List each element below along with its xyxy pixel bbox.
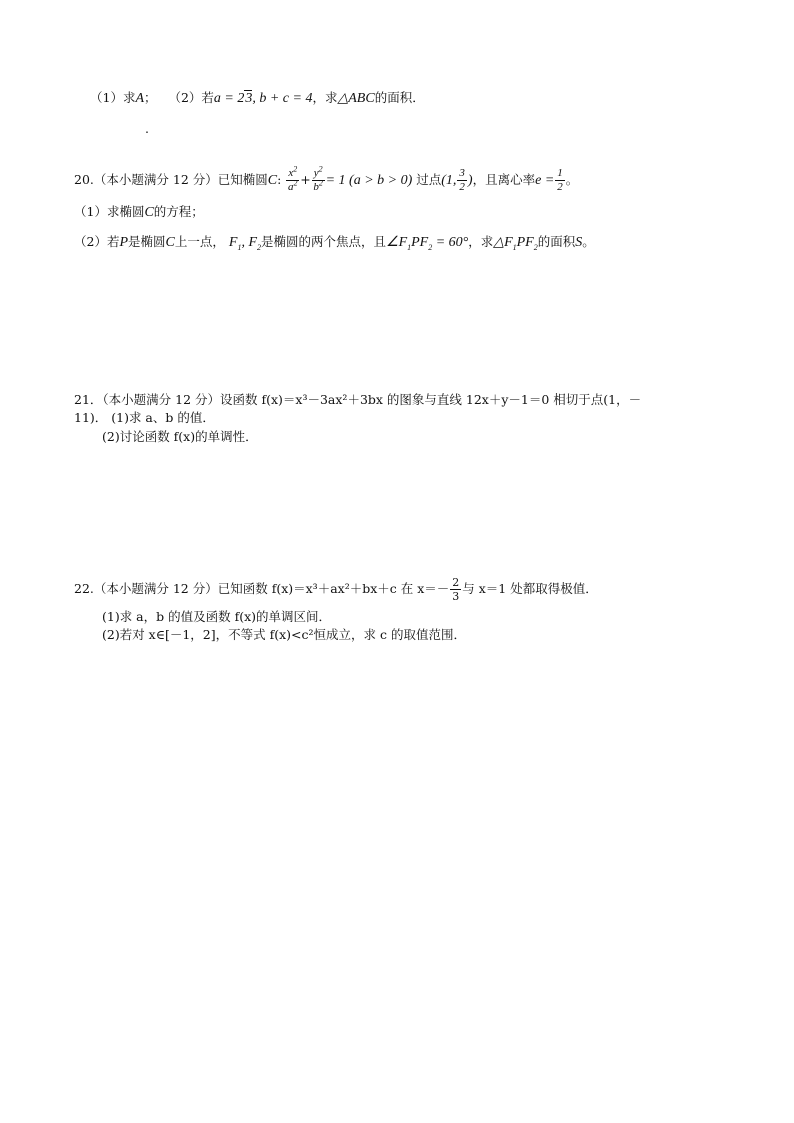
q20-meta: （本小题满分 12 分） (93, 172, 218, 187)
q20-angle: $\angle F_1PF_2 = 60^\circ$ (386, 235, 469, 252)
q21-line2: 11)． (1)求 a、b 的值． (74, 410, 215, 425)
q20-stem (74, 163, 578, 198)
q22-fraction: $\frac{2}{3}$ (452, 576, 460, 603)
q20-part2-g: 。 (582, 234, 595, 249)
q20-fraction-y: $\frac{y^2}{b^2}$ (313, 164, 323, 193)
q20-part2-lead: （2）若 (74, 234, 120, 249)
q20-number: 20. (74, 172, 94, 187)
q20-point-open: (1, (441, 173, 457, 188)
q19-condition: a = 23, b + c = 4 (213, 91, 313, 106)
q20-foci: $F_1$, $F_2$ (228, 235, 261, 252)
q20-S: S (575, 235, 583, 250)
q22-tail: 与 x＝1 处都取得极值． (462, 581, 598, 596)
q19-triangle: △ABC (337, 91, 375, 106)
q20-part2-d: 是椭圆的两个焦点，且 (261, 234, 387, 249)
q20-e-fraction: $\frac{1}{2}$ (557, 167, 563, 193)
q20-part2-b: 是椭圆 (128, 234, 166, 249)
q20-fraction-x: $\frac{x^2}{a^2}$ (288, 164, 298, 193)
q20-ecc: ，且离心率 (472, 172, 536, 187)
q19-sep: ； (144, 90, 157, 105)
q19-part2-label: （2）若 (168, 90, 214, 105)
q22-stem (74, 572, 598, 606)
q19-subquestions (90, 89, 425, 108)
q20-part2-e: ，求 (468, 234, 494, 249)
q20-part1-text: （1）求椭圆 (74, 204, 145, 219)
q20-part1-C: C (144, 205, 154, 220)
q20-equation: = 1 (a > b > 0) (325, 173, 413, 188)
q22-part1: (1)求 a，b 的值及函数 f(x)的单调区间． (102, 609, 332, 624)
q20-part1 (74, 203, 204, 222)
q20-colon: : (277, 172, 282, 187)
q19-part1-label: （1）求 (90, 90, 136, 105)
q20-intro: 已知椭圆 (217, 172, 268, 187)
q20-part2 (74, 233, 595, 252)
q20-e: e = (535, 173, 555, 188)
q20-pass: 过点 (416, 172, 442, 187)
q22-part2: (2)若对 x∈[－1，2]，不等式 f(x)<c²恒成立，求 c 的取值范围． (102, 627, 466, 642)
q19-dot: . (145, 121, 149, 136)
q20-plus: + (300, 172, 311, 187)
q20-point-close: ) (467, 173, 473, 188)
q20-C: C (267, 173, 278, 188)
q20-part1-end: 的方程； (153, 204, 204, 219)
q19-var-A: A (135, 91, 145, 106)
q20-part2-c: 上一点， (174, 234, 225, 249)
q20-part2-f: 的面积 (537, 234, 576, 249)
q20-P: P (119, 235, 129, 250)
q20-triangle: $\triangle F_1PF_2$ (493, 235, 538, 252)
q20-period: 。 (565, 172, 579, 187)
q21-line1: 21．（本小题满分 12 分）设函数 f(x)＝x³－3ax²＋3bx 的图象与直线 12x＋y－1＝0 相切于点(1，－ (74, 392, 642, 407)
q20-point-fraction: $\frac{3}{2}$ (459, 167, 465, 193)
q21-line3: (2)讨论函数 f(x)的单调性． (102, 429, 258, 444)
q19-mid: ，求 (312, 90, 338, 105)
q20-part2-C: C (165, 235, 175, 250)
q19-end: 的面积． (374, 90, 425, 105)
q22-lead: 22.（本小题满分 12 分）已知函数 f(x)＝x³＋ax²＋bx＋c 在 x＝－ (74, 581, 450, 596)
